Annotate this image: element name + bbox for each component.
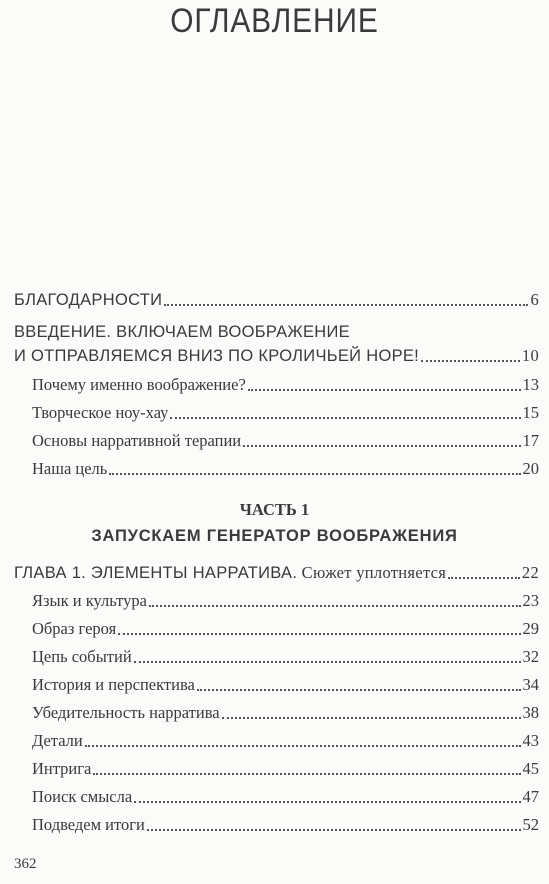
toc-entry-page: 15 xyxy=(522,403,539,422)
toc-entry-label xyxy=(14,563,446,583)
toc-entry-page: 38 xyxy=(522,703,539,722)
toc-entry-label: Детали xyxy=(32,731,83,750)
toc-entry-page: 20 xyxy=(522,459,539,478)
dot-leader xyxy=(222,716,521,719)
toc-entry-page: 34 xyxy=(522,675,539,694)
dot-leader xyxy=(448,576,520,579)
toc-entry-intrigue xyxy=(32,759,539,779)
dot-leader xyxy=(170,416,520,419)
toc-entry-label: История и перспектива xyxy=(32,675,195,694)
toc-entry-narrative-persuasiveness xyxy=(32,703,539,723)
toc-entry-page: 43 xyxy=(522,731,539,750)
dot-leader xyxy=(243,444,520,447)
toc-entry-why-imagination xyxy=(32,375,539,395)
toc-entry-chain-of-events xyxy=(32,647,539,667)
dot-leader xyxy=(134,660,521,663)
toc-entry-page: 45 xyxy=(522,759,539,778)
dot-leader xyxy=(118,632,520,635)
dot-leader xyxy=(109,472,520,475)
toc-entry-page: 17 xyxy=(522,431,539,450)
chapter-caps-label: ГЛАВА 1. ЭЛЕМЕНТЫ НАРРАТИВА. xyxy=(14,564,298,582)
toc-entry-page: 32 xyxy=(522,647,539,666)
toc-entry-our-goal xyxy=(32,459,539,479)
toc-entry-page: 47 xyxy=(522,787,539,806)
dot-leader xyxy=(197,688,521,691)
toc-entry-history-perspective xyxy=(32,675,539,695)
toc-entry-details xyxy=(32,731,539,751)
toc-entry-label: Почему именно воображение? xyxy=(32,375,246,394)
toc-entry-introduction-line1: ВВЕДЕНИЕ. ВКЛЮЧАЕМ ВООБРАЖЕНИЕ xyxy=(14,323,350,341)
toc-entry-page: 13 xyxy=(522,375,539,394)
dot-leader xyxy=(149,604,521,607)
toc-entry-narrative-therapy xyxy=(32,431,539,451)
toc-entry-page: 52 xyxy=(522,815,539,834)
toc-entry-introduction xyxy=(14,346,539,366)
page-number: 362 xyxy=(14,856,37,872)
toc-entry-page: 23 xyxy=(522,591,539,610)
toc-entry-label: Творческое ноу-хау xyxy=(32,403,169,422)
toc-entry-search-meaning xyxy=(32,787,539,807)
toc-entry-label: Убедительность нарратива xyxy=(32,703,220,722)
toc-entry-label: И ОТПРАВЛЯЕМСЯ ВНИЗ ПО КРОЛИЧЬЕЙ НОРЕ! xyxy=(14,347,420,365)
toc-entry-language-culture xyxy=(32,591,539,611)
part-number: ЧАСТЬ 1 xyxy=(239,500,310,519)
dot-leader xyxy=(134,800,520,803)
toc-entry-page: 6 xyxy=(530,290,539,309)
toc-entry-label: Поиск смысла xyxy=(32,787,133,806)
toc-entry-page: 10 xyxy=(521,346,539,365)
page-title: ОГЛАВЛЕНИЕ xyxy=(170,2,379,40)
toc-entry-label: Язык и культура xyxy=(32,591,147,610)
toc-entry-label: Цепь событий xyxy=(32,647,132,666)
dot-leader xyxy=(85,744,521,747)
dot-leader xyxy=(248,388,521,391)
toc-entry-hero-image xyxy=(32,619,539,639)
toc-entry-summary xyxy=(32,815,539,835)
toc-entry-label: Основы нарративной терапии xyxy=(32,431,242,450)
chapter-rest-label: Сюжет уплотняется xyxy=(297,563,447,582)
dot-leader xyxy=(93,772,520,775)
toc-entry-acknowledgements xyxy=(14,290,539,310)
toc-entry-page: 22 xyxy=(521,563,539,582)
toc-entry-page: 29 xyxy=(522,619,539,638)
toc-entry-label: БЛАГОДАРНОСТИ xyxy=(14,291,163,309)
toc-entry-label: Наша цель xyxy=(32,459,108,478)
dot-leader xyxy=(164,303,528,306)
toc-entry-label: Интрига xyxy=(32,759,92,778)
dot-leader xyxy=(147,828,521,831)
toc-entry-creative-know-how xyxy=(32,403,539,423)
part-title: ЗАПУСКАЕМ ГЕНЕРАТОР ВООБРАЖЕНИЯ xyxy=(91,527,458,545)
toc-entry-chapter-1 xyxy=(14,563,539,583)
toc-entry-label: Образ героя xyxy=(32,619,117,638)
dot-leader xyxy=(421,359,520,362)
toc-entry-label: Подведем итоги xyxy=(32,815,145,834)
